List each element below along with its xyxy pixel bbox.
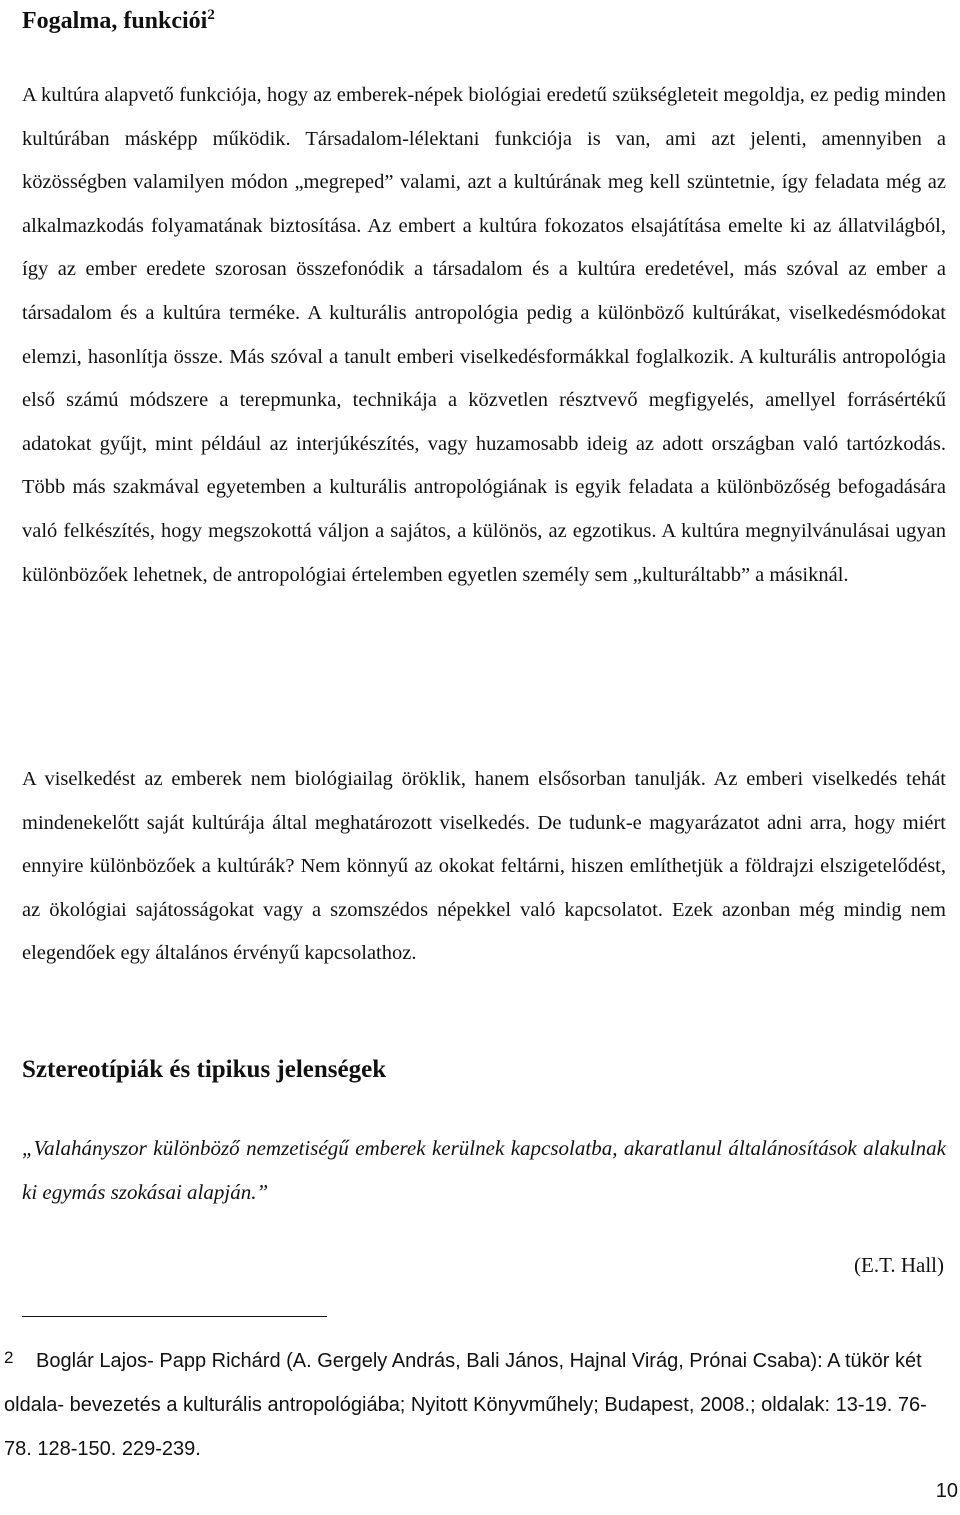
quote-attribution: (E.T. Hall) xyxy=(854,1253,944,1277)
footnote-separator xyxy=(22,1316,327,1317)
heading-text: Fogalma, funkciói xyxy=(22,8,208,34)
section-heading-fogalma xyxy=(22,2,215,40)
footnote xyxy=(4,1336,946,1471)
body-paragraph-1: A kultúra alapvető funkciója, hogy az emberek-népek biológiai eredetű szükségleteit megoldja, ez pedig minden kultúrában másképp működik. Társadalom-lélektani funkciója is van, ami azt jelenti, amennyiben a közösségben valamilyen módon „megreped” valami, azt a kultúrának meg kell szüntetnie, így feladata még az alkalmazkodás folyamatának biztosítása. Az embert a kultúra fokozatos elsajátítása emelte ki az állatvilágból, így az ember eredete szorosan összefonódik a társadalom és a kultúra eredetével, más szóval az ember a társadalom és a kultúra terméke. A kulturális antropológia pedig a különböző kultúrákat, viselkedésmódokat elemzi, hasonlítja össze. Más szóval a tanult emberi viselkedésformákkal foglalkozik. A kulturális antropológia első számú módszere a terepmunka, technikája a közvetlen résztvevő megfigyelés, amellyel forrásértékű adatokat gyűjt, mint például az interjúkészítés, vagy huzamosabb ideig az adott országban való tartózkodás. Több más szakmával egyetemben a kulturális antropológiának is egyik feladata a különbözőség befogadására való felkészítés, hogy megszokottá váljon a sajátos, a különös, az egzotikus. A kultúra megnyilvánulásai ugyan különbözőek lehetnek, de antropológiai értelemben egyetlen személy sem „kulturáltabb” a másiknál. xyxy=(22,84,946,586)
body-paragraph-2: A viselkedést az emberek nem biológiailag öröklik, hanem elsősorban tanulják. Az emberi viselkedés tehát mindenekelőtt saját kultúrája által meghatározott viselkedés. De tudunk-e magyarázatot adni arra, hogy miért ennyire különbözőek a kultúrák? Nem könnyű az okokat feltárni, hiszen említhetjük a földrajzi elszigetelődést, az ökológiai sajátosságokat vagy a szomszédos népekkel való kapcsolatot. Ezek azonban még mindig nem elegendőek egy általános érvényű kapcsolathoz. xyxy=(22,768,946,965)
section-heading-sztereotipiak: Sztereotípiák és tipikus jelenségek xyxy=(22,1056,387,1083)
footnote-reference[interactable]: 2 xyxy=(207,7,215,23)
page-number: 10 xyxy=(935,1480,958,1502)
footnote-text: Boglár Lajos- Papp Richárd (A. Gergely András, Bali János, Hajnal Virág, Prónai Csaba): A tükör két oldala- bevezetés a kulturális antropológiába; Nyitott Könyvműhely; Budapest, 2008.; oldalak: 13-19. 76-78. 128-150. 229-239. xyxy=(4,1350,927,1460)
footnote-marker: 2 xyxy=(4,1348,14,1367)
block-quote: „Valahányszor különböző nemzetiségű emberek kerülnek kapcsolatba, akaratlanul általánosítások alakulnak ki egymás szokásai alapján.” xyxy=(22,1136,946,1204)
